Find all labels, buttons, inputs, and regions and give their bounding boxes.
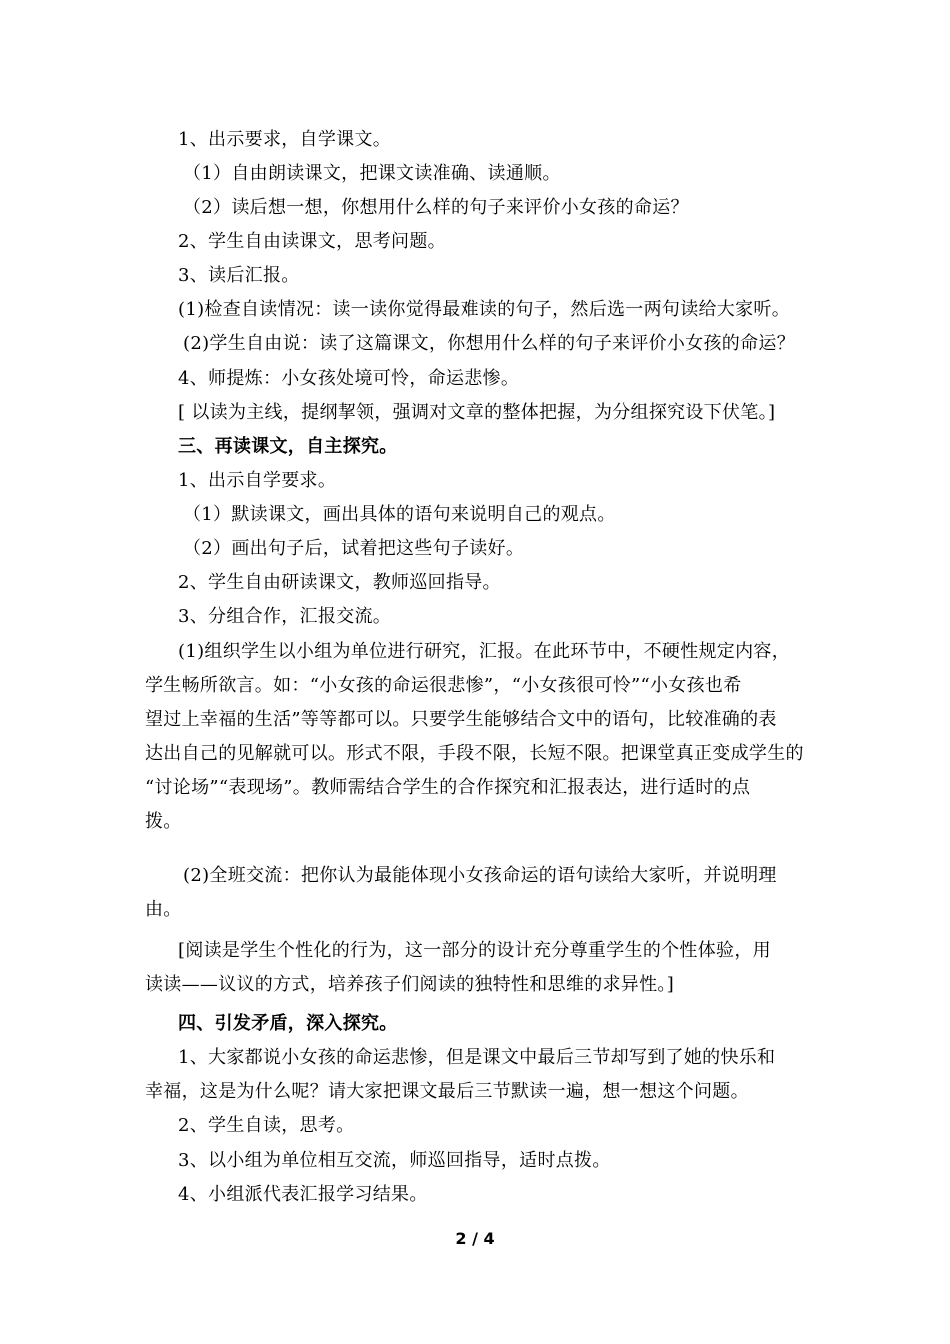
text-line: (1)检查自读情况：读一读你觉得最难读的句子，然后选一两句读给大家听。 xyxy=(178,299,790,320)
text-line: 2、学生自由研读课文，教师巡回指导。 xyxy=(178,572,501,593)
text-line: 学生畅所欲言。如：“小女孩的命运很悲惨”，“小女孩很可怜”“小女孩也希 xyxy=(145,675,742,696)
text-line: （2）读后想一想，你想用什么样的句子来评价小女孩的命运？ xyxy=(183,197,689,218)
text-line: 由。 xyxy=(145,899,182,920)
text-line: 3、分组合作，汇报交流。 xyxy=(178,606,392,627)
text-line: 1、出示自学要求。 xyxy=(178,470,337,491)
text-line: (2)全班交流：把你认为最能体现小女孩命运的语句读给大家听，并说明理 xyxy=(183,865,777,886)
text-line: （2）画出句子后，试着把这些句子读好。 xyxy=(183,538,525,559)
text-line: “讨论场”“表现场”。教师需结合学生的合作探究和汇报表达，进行适时的点 xyxy=(145,777,751,798)
text-line: （1）自由朗读课文，把课文读准确、读通顺。 xyxy=(183,163,561,184)
text-line: 4、小组派代表汇报学习结果。 xyxy=(178,1184,428,1205)
text-line: （1）默读课文，画出具体的语句来说明自己的观点。 xyxy=(183,504,616,525)
text-line: 幸福，这是为什么呢？请大家把课文最后三节默读一遍，想一想这个问题。 xyxy=(145,1081,749,1102)
text-line: 2、学生自读，思考。 xyxy=(178,1115,355,1136)
text-line: 1、大家都说小女孩的命运悲惨，但是课文中最后三节却写到了她的快乐和 xyxy=(178,1047,776,1068)
text-line: 3、以小组为单位相互交流，师巡回指导，适时点拨。 xyxy=(178,1150,611,1171)
text-line: 2、学生自由读课文，思考问题。 xyxy=(178,231,446,252)
annotation-note: [阅读是学生个性化的行为，这一部分的设计充分尊重学生的个性体验，用 xyxy=(178,940,771,961)
text-line: 望过上幸福的生活”等等都可以。只要学生能够结合文中的语句，比较准确的表 xyxy=(145,709,777,730)
text-line: 1、出示要求，自学课文。 xyxy=(178,129,392,150)
text-line: 3、读后汇报。 xyxy=(178,265,300,286)
text-line: 4、师提炼：小女孩处境可怜，命运悲惨。 xyxy=(178,368,520,389)
section-heading: 三、再读课文，自主探究。 xyxy=(178,436,398,457)
annotation-note: 读读——议议的方式，培养孩子们阅读的独特性和思维的求异性。] xyxy=(145,974,675,995)
section-heading: 四、引发矛盾，深入探究。 xyxy=(178,1013,398,1034)
text-line: (2)学生自由说：读了这篇课文，你想用什么样的句子来评价小女孩的命运？ xyxy=(183,333,795,354)
text-line: (1)组织学生以小组为单位进行研究，汇报。在此环节中，不硬性规定内容， xyxy=(178,641,790,662)
text-line: 拨。 xyxy=(145,811,182,832)
text-line: 达出自己的见解就可以。形式不限，手段不限，长短不限。把课堂真正变成学生的 xyxy=(145,743,804,764)
annotation-note: [ 以读为主线，提纲挈领，强调对文章的整体把握，为分组探究设下伏笔。] xyxy=(178,402,776,423)
page-number: 2 / 4 xyxy=(455,1229,495,1248)
